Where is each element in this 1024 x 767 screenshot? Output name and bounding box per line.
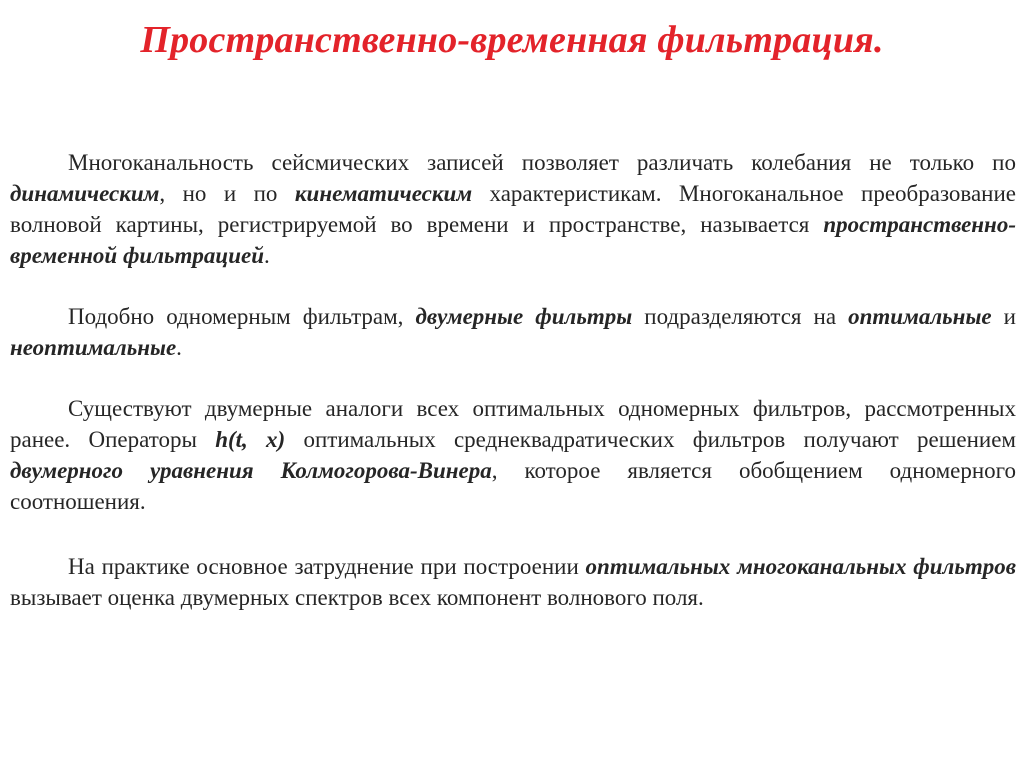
paragraph-multichannel xyxy=(10,147,1016,271)
paragraph-two-dim-filters xyxy=(10,301,1016,363)
slide-title: Пространственно-временная фильтрация. xyxy=(140,19,884,61)
text-run: подразделяются на xyxy=(632,304,849,329)
text-run: . xyxy=(264,243,270,268)
text-run: вызывает оценка двумерных спектров всех компонент волнового поля. xyxy=(10,585,704,610)
term-dynamic: динамическим xyxy=(10,181,160,206)
text-run: , но и по xyxy=(159,181,295,206)
term-two-dim-filters: двумерные фильтры xyxy=(415,304,633,329)
text-run: Подобно одномерным фильтрам, xyxy=(68,304,416,329)
text-run: и xyxy=(991,304,1016,329)
text-run: . xyxy=(176,335,182,360)
text-run: , которое является обобщением одномерного соотношения. xyxy=(10,458,1016,514)
term-optimal-multichannel-filters: оптимальных многоканальных фильтров xyxy=(585,554,1016,579)
term-optimal: оптимальные xyxy=(848,304,992,329)
text-run: Существуют двумерные аналоги всех оптимальных одномерных фильтров, рассмотренных ранее. Операторы xyxy=(10,396,1016,452)
text-run: Многоканальность сейсмических записей позволяет различать колебания не только по xyxy=(68,150,1016,175)
slide-body xyxy=(10,147,1016,643)
text-run: На практике основное затруднение при построении xyxy=(68,554,586,579)
term-kolmogorov-wiener-equation: двумерного уравнения Колмогорова-Винера xyxy=(10,458,492,483)
term-non-optimal: неоптимальные xyxy=(10,335,177,360)
paragraph-kolmogorov-wiener xyxy=(10,393,1016,517)
term-operator-h: h(t, x) xyxy=(215,427,286,452)
term-spatiotemporal-filtering: пространственно-временной фильтрацией xyxy=(10,212,1016,268)
text-run: характеристикам. Многоканальное преобразование волновой картины, регистрируемой во времени и пространстве, называется xyxy=(10,181,1016,237)
text-run: оптимальных среднеквадратических фильтров получают решением xyxy=(285,427,1016,452)
paragraph-practice xyxy=(10,551,1016,613)
term-kinematic: кинематическим xyxy=(294,181,473,206)
